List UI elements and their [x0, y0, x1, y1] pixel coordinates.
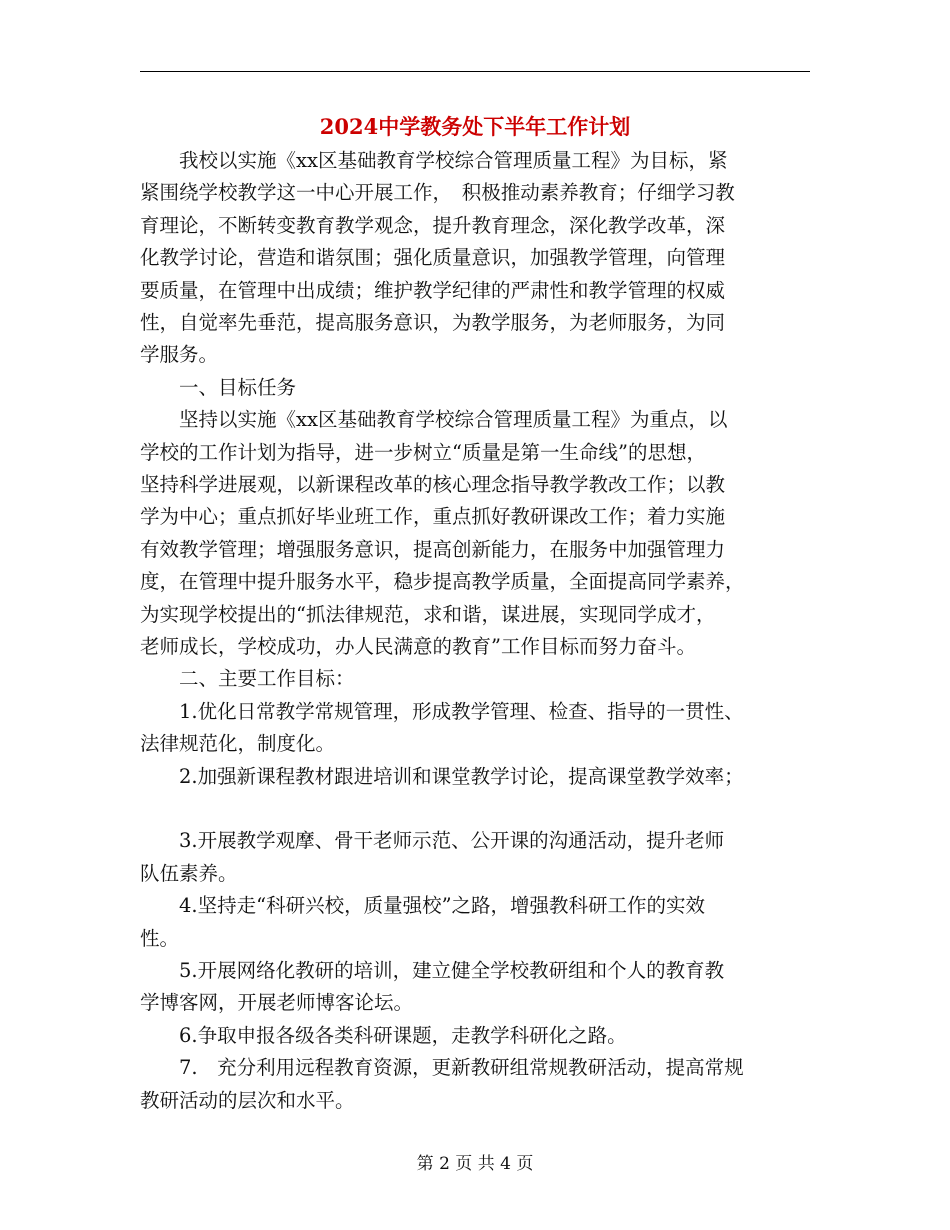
paragraph-line: 坚持以实施《xx区基础教育学校综合管理质量工程》为重点，以	[140, 408, 728, 432]
page-footer: 第 2 页 共 4 页	[416, 1154, 534, 1174]
paragraph-line: 紧围绕学校教学这一中心开展工作， 积极推动素养教育；仔细学习教	[140, 181, 735, 205]
paragraph-line: 3.开展教学观摩、骨干老师示范、公开课的沟通活动，提升老师	[140, 829, 725, 853]
paragraph-line: 学服务。	[140, 343, 219, 367]
paragraph-line: 法律规范化，制度化。	[140, 732, 336, 756]
paragraph-line: 一、目标任务	[140, 375, 297, 399]
paragraph-line: 老师成长，学校成功，办人民满意的教育”工作目标而努力奋斗。	[140, 635, 696, 658]
paragraph-line: 为实现学校提出的“抓法律规范，求和谐，谋进展，实现同学成才，	[140, 602, 716, 626]
paragraph-line: 学博客网，开展老师博客论坛。	[140, 991, 414, 1015]
paragraph-line: 5.开展网络化教研的培训，建立健全学校教研组和个人的教育教	[140, 959, 725, 982]
paragraph-line: 教研活动的层次和水平。	[140, 1088, 355, 1112]
header-rule	[140, 71, 810, 72]
paragraph-line: 度，在管理中提升服务水平，稳步提高教学质量，全面提高同学素养，	[140, 570, 745, 594]
paragraph-line: 学为中心；重点抓好毕业班工作，重点抓好教研课改工作；着力实施	[140, 505, 726, 529]
paragraph-line: 1.优化日常教学常规管理，形成教学管理、检查、指导的一贯性、	[140, 699, 744, 723]
paragraph-line: 有效教学管理；增强服务意识，提高创新能力，在服务中加强管理力	[140, 537, 726, 561]
paragraph-line: 我校以实施《xx区基础教育学校综合管理质量工程》为目标，紧	[140, 149, 728, 172]
paragraph-line: 队伍素养。	[140, 861, 238, 885]
paragraph-line: 学校的工作计划为指导，进一步树立“质量是第一生命线”的思想，	[140, 440, 706, 464]
paragraph-line: 育理论，不断转变教育教学观念，提升教育理念，深化教学改革，深	[140, 213, 726, 237]
paragraph-line: 二、主要工作目标：	[140, 667, 355, 691]
paragraph-line: 化教学讨论，营造和谐氛围；强化质量意识，加强教学管理，向管理	[140, 246, 726, 270]
paragraph-line: 性。	[140, 926, 180, 950]
paragraph-line: 7. 充分利用远程教育资源，更新教研组常规教研活动，提高常规	[140, 1056, 744, 1080]
paragraph-line: 4.坚持走“科研兴校，质量强校”之路，增强教科研工作的实效	[140, 894, 706, 918]
paragraph-line: 6.争取申报各级各类科研课题，走教学科研化之路。	[140, 1023, 627, 1047]
paragraph-line: 坚持科学进展观，以新课程改革的核心理念指导教学教改工作；以教	[140, 473, 726, 496]
paragraph-line: 性，自觉率先垂范，提高服务意识，为教学服务，为老师服务，为同	[140, 311, 726, 334]
document-title: 2024中学教务处下半年工作计划	[319, 114, 631, 139]
paragraph-line: 2.加强新课程教材跟进培训和课堂教学讨论，提高课堂教学效率；	[140, 764, 744, 788]
paragraph-line: 要质量，在管理中出成绩；维护教学纪律的严肃性和教学管理的权威	[140, 278, 726, 302]
